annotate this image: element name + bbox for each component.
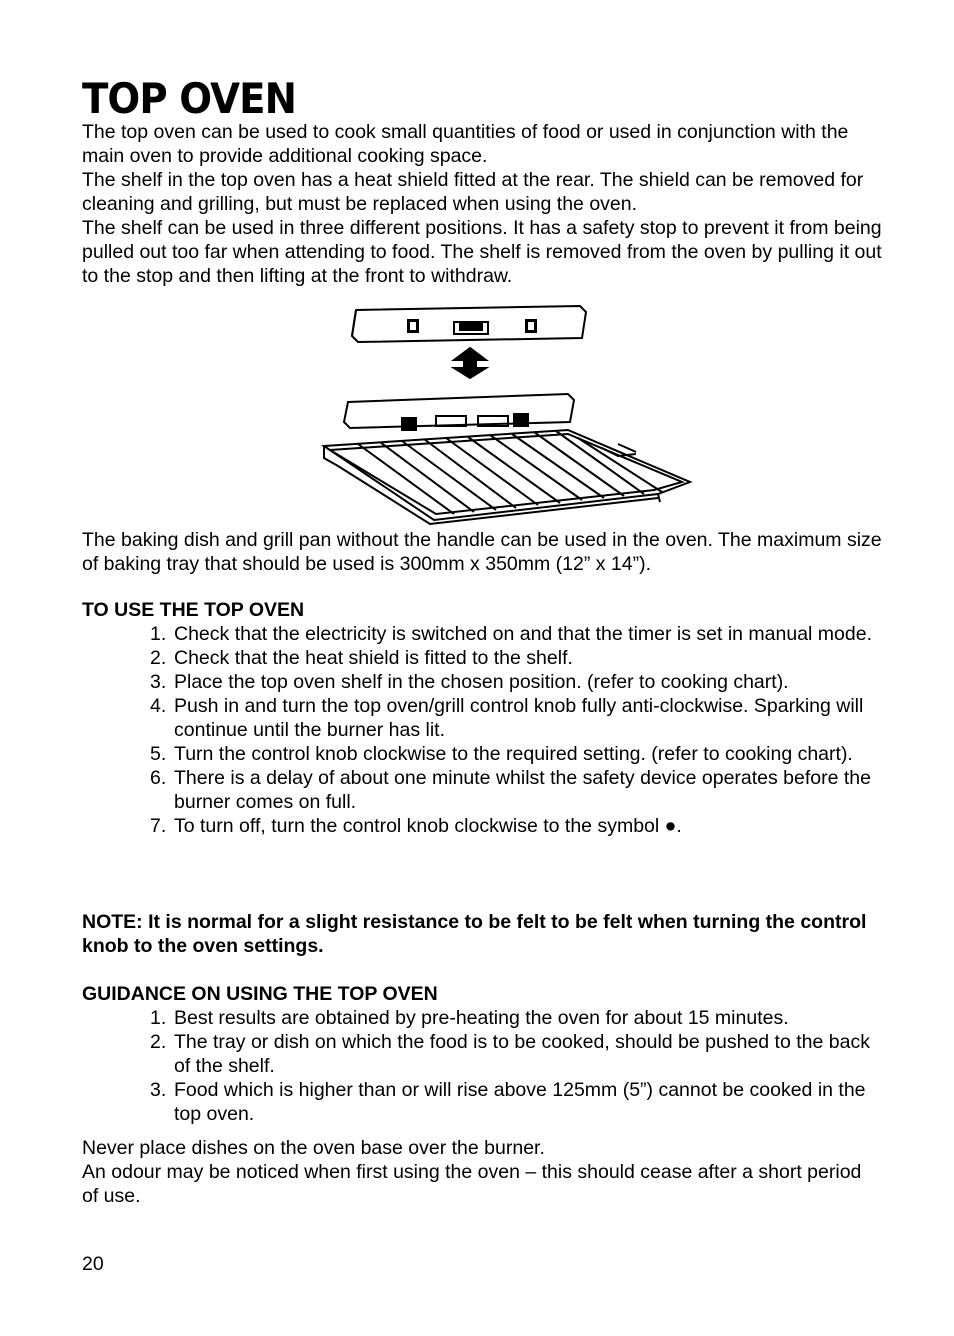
closing-paragraph: An odour may be noticed when first using the oven – this should cease after a short period of use. <box>82 1161 862 1207</box>
closing-paragraph: Never place dishes on the oven base over the burner. <box>82 1137 545 1159</box>
section-guidance <box>82 982 882 1126</box>
baking-dish-text: The baking dish and grill pan without the handle can be used in the oven. The maximum size of baking tray that should be used is 300mm x 350mm (12” x 14”). <box>82 529 882 575</box>
list-item: 2. Check that the heat shield is fitted to the shelf. <box>150 647 573 669</box>
section-to-use <box>82 598 882 838</box>
list-item: 1. Best results are obtained by pre-heating the oven for about 15 minutes. <box>150 1007 789 1029</box>
list-item: 6. There is a delay of about one minute whilst the safety device operates before the burner comes on full. <box>150 767 872 813</box>
oven-shelf-illustration <box>318 298 696 526</box>
intro-paragraph: The top oven can be used to cook small quantities of food or used in conjunction with the main oven to provide additional cooking space. <box>82 121 849 167</box>
list-item: 1. Check that the electricity is switched on and that the timer is set in manual mode. <box>150 623 873 645</box>
list-item: 4. Push in and turn the top oven/grill control knob fully anti-clockwise. Sparking will continue until the burner has lit. <box>150 695 864 741</box>
section-heading: GUIDANCE ON USING THE TOP OVEN <box>82 983 438 1005</box>
list-item: 3. Place the top oven shelf in the chosen position. (refer to cooking chart). <box>150 671 789 693</box>
page-number: 20 <box>82 1253 104 1275</box>
intro-text <box>82 120 882 288</box>
intro-paragraph: The shelf can be used in three different positions. It has a safety stop to prevent it from being pulled out too far when attending to food. The shelf is removed from the oven by pulling it out to the stop and then lifting at the front to withdraw. <box>82 217 882 287</box>
list-item: 5. Turn the control knob clockwise to the required setting. (refer to cooking chart). <box>150 743 853 765</box>
note-text: NOTE: It is normal for a slight resistance to be felt to be felt when turning the control knob to the oven settings. <box>82 911 867 957</box>
page-title: TOP OVEN <box>82 74 297 123</box>
list-item: 2. The tray or dish on which the food is to be cooked, should be pushed to the back of the shelf. <box>150 1031 870 1077</box>
guidance-list <box>82 1006 882 1126</box>
closing-text <box>82 1136 882 1208</box>
oven-shelf-icon <box>318 298 696 526</box>
list-item: 7. To turn off, turn the control knob clockwise to the symbol ●. <box>150 815 682 837</box>
list-item: 3. Food which is higher than or will rise above 125mm (5”) cannot be cooked in the top oven. <box>150 1079 866 1125</box>
section-heading: TO USE THE TOP OVEN <box>82 599 305 621</box>
instruction-list <box>82 622 882 838</box>
intro-paragraph: The shelf in the top oven has a heat shield fitted at the rear. The shield can be removed for cleaning and grilling, but must be replaced when using the oven. <box>82 169 864 215</box>
